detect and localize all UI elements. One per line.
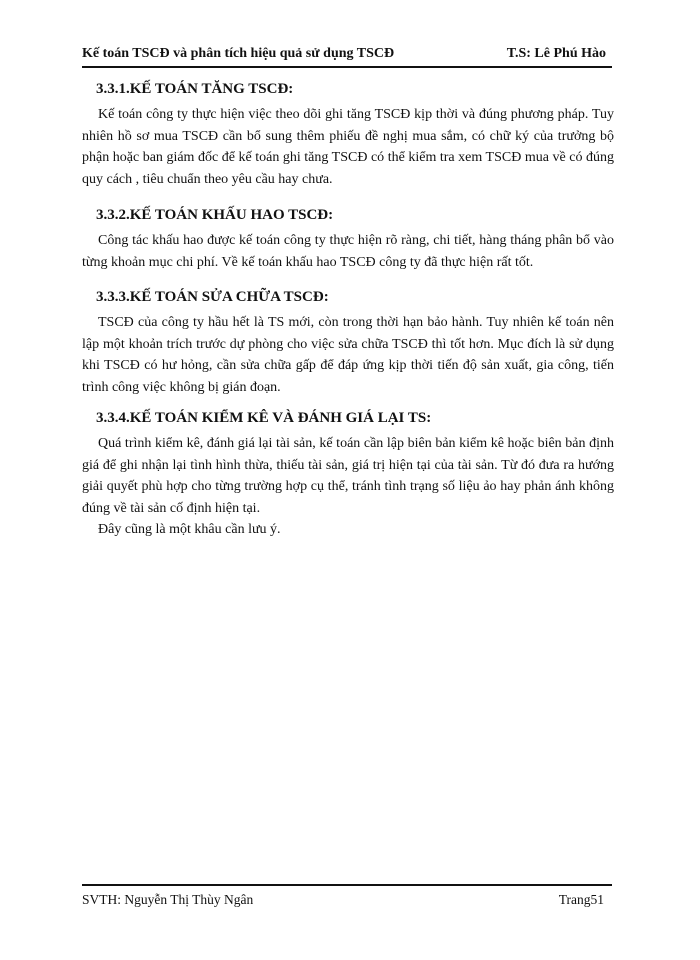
section-paragraph: Quá trình kiểm kê, đánh giá lại tài sản, kế toán cần lập biên bản kiểm kê hoặc biên bản định giá để ghi nhận lại tình hình thừa, thiếu tài sản, giá trị hiện tại của tài sản. Từ đó đưa ra hướng giải quyết phù hợp cho từng trường hợp cụ thể, tránh tình trạng số liệu ảo hay phản ánh không đúng về tài sản cố định hiện tại. (82, 436, 614, 516)
section-heading: 3.3.1.KẾ TOÁN TĂNG TSCĐ: (96, 81, 294, 97)
footer-student: SVTH: Nguyễn Thị Thùy Ngân (82, 892, 254, 907)
section-paragraph: Kế toán công ty thực hiện việc theo dõi ghi tăng TSCĐ kịp thời và đúng phương pháp. Tuy nhiên hồ sơ mua TSCĐ cần bổ sung thêm phiếu đề nghị mua sắm, có chữ ký của trưởng bộ phận hoặc ban giám đốc để kế toán ghi tăng TSCĐ có thể kiểm tra xem TSCĐ mua về có đúng quy cách , tiêu chuẩn theo yêu cầu hay chưa. (82, 107, 614, 187)
section-heading: 3.3.2.KẾ TOÁN KHẤU HAO TSCĐ: (96, 207, 334, 223)
section-heading: 3.3.3.KẾ TOÁN SỬA CHỮA TSCĐ: (96, 289, 329, 305)
section-heading: 3.3.4.KẾ TOÁN KIỂM KÊ VÀ ĐÁNH GIÁ LẠI TS: (96, 410, 432, 426)
section-paragraph: Công tác khấu hao được kế toán công ty thực hiện rõ ràng, chi tiết, hàng tháng phân bổ vào từng khoản mục chi phí. Về kế toán khấu hao TSCĐ công ty đã thực hiện rất tốt. (82, 233, 614, 270)
section-kiem-ke-danh-gia (82, 407, 614, 541)
header-title: Kế toán TSCĐ và phân tích hiệu quả sử dụng TSCĐ (82, 46, 395, 61)
page-header (82, 44, 612, 68)
header-author: T.S: Lê Phú Hào (506, 46, 606, 61)
page-number: Trang51 (558, 892, 604, 907)
section-ke-toan-sua-chua (82, 286, 614, 398)
page-footer (82, 884, 612, 910)
section-paragraph: Đây cũng là một khâu cần lưu ý. (98, 522, 281, 537)
section-ke-toan-tang (82, 78, 614, 190)
section-paragraph: TSCĐ của công ty hầu hết là TS mới, còn trong thời hạn bảo hành. Tuy nhiên kế toán nên lập một khoản trích trước dự phòng cho việc sửa chữa TSCĐ thì tốt hơn. Mục đích là sử dụng khi TSCĐ có hư hỏng, cần sửa chữa gấp để đáp ứng kịp thời tiến độ sản xuất, gia công, tiến trình công việc không bị gián đoạn. (82, 315, 614, 395)
section-ke-toan-khau-hao (82, 204, 614, 273)
